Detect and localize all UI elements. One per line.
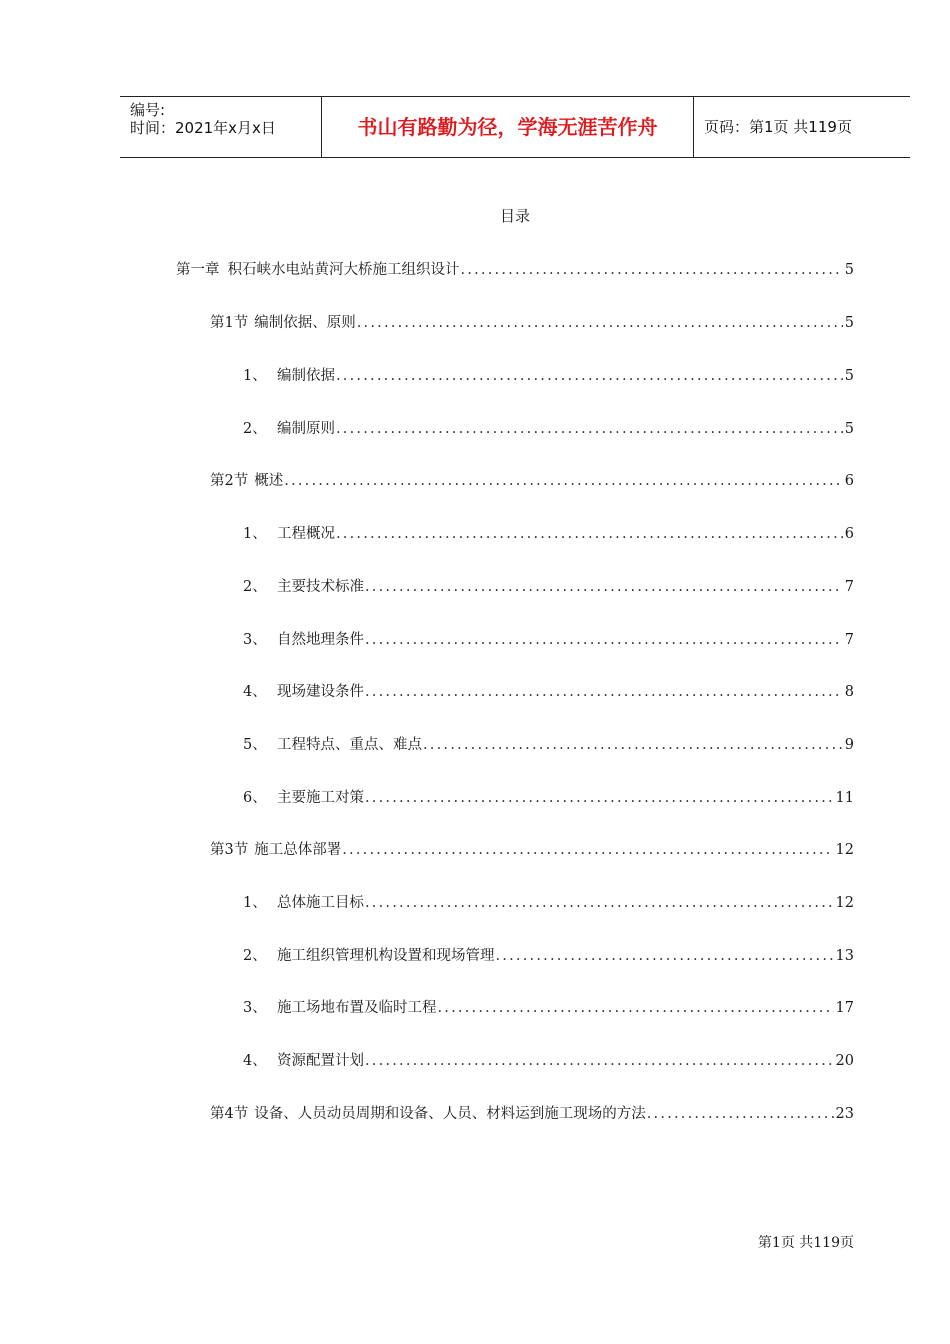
document-number-label: 编号:: [130, 101, 166, 119]
header-motto: 书山有路勤为径，学海无涯苦作舟: [322, 97, 694, 157]
toc-entry[interactable]: [243, 1049, 854, 1069]
toc-entry-text: 自然地理条件: [277, 632, 364, 648]
toc-entry[interactable]: [243, 417, 854, 437]
document-time-label: 时间：2021年x月x日: [130, 119, 276, 137]
toc-entry-page: 9: [844, 737, 854, 753]
toc-entry-number: 1、: [243, 368, 267, 384]
toc-leader-dots: [357, 315, 843, 331]
toc-entry-text: 主要施工对策: [277, 790, 364, 806]
toc-leader-dots: [496, 948, 834, 964]
toc-entry-text: 编制依据: [277, 368, 335, 384]
toc-entry-number: 2、: [243, 579, 267, 595]
toc-entry-text: 设备、人员动员周期和设备、人员、材料运到施工现场的方法: [254, 1106, 646, 1122]
toc-entry[interactable]: [210, 469, 854, 489]
toc-entry[interactable]: [243, 891, 854, 911]
toc-entry-text: 施工总体部署: [254, 842, 342, 858]
toc-entry-text: 工程概况: [277, 526, 335, 542]
toc-entry-number: 第1节: [210, 315, 249, 331]
toc-leader-dots: [438, 1000, 834, 1016]
toc-entry-number: 2、: [243, 948, 267, 964]
toc-entry-text: 现场建设条件: [277, 684, 364, 700]
header-page-info: 页码：第1页 共119页: [704, 118, 852, 136]
toc-entry-page: 11: [835, 790, 854, 806]
toc-entry[interactable]: [210, 1102, 854, 1122]
toc-entry-number: 第2节: [210, 473, 249, 489]
toc-entry-text: 施工组织管理机构设置和现场管理: [277, 948, 495, 964]
toc-entry-page: 17: [835, 1000, 854, 1016]
toc-entry-page: 5: [844, 368, 854, 384]
toc-entry-text: 工程特点、重点、难点: [277, 737, 422, 753]
toc-entry-page: 5: [844, 315, 854, 331]
toc-leader-dots: [342, 842, 833, 858]
toc-entry-number: 4、: [243, 1053, 267, 1069]
toc-entry-number: 第3节: [210, 842, 249, 858]
toc-entry[interactable]: [243, 680, 854, 700]
toc-entry[interactable]: [243, 364, 854, 384]
toc-leader-dots: [365, 895, 834, 911]
toc-entry-number: 3、: [243, 1000, 267, 1016]
toc-entry-text: 积石峡水电站黄河大桥施工组织设计: [227, 262, 460, 278]
toc-entry[interactable]: [243, 733, 854, 753]
toc-leader-dots: [336, 526, 843, 542]
toc-entry-page: 12: [835, 842, 854, 858]
toc-entry-number: 第4节: [210, 1106, 249, 1122]
toc-entry-text: 主要技术标准: [277, 579, 364, 595]
toc-entry-number: 2、: [243, 421, 267, 437]
toc-entry-page: 12: [835, 895, 854, 911]
toc-title: 目录: [499, 207, 530, 225]
toc-leader-dots: [365, 684, 843, 700]
toc-entry-number: 1、: [243, 895, 267, 911]
toc-leader-dots: [365, 579, 843, 595]
toc-entry-page: 5: [844, 421, 854, 437]
toc-leader-dots: [336, 368, 843, 384]
toc-entry-number: 3、: [243, 632, 267, 648]
toc-leader-dots: [365, 632, 843, 648]
toc-entry-text: 施工场地布置及临时工程: [277, 1000, 437, 1016]
toc-entry-page: 8: [844, 684, 854, 700]
toc-entry[interactable]: [243, 996, 854, 1016]
toc-entry-page: 20: [835, 1053, 854, 1069]
toc-entry[interactable]: [243, 522, 854, 542]
page-footer: 第1页 共119页: [757, 1235, 854, 1251]
page-header: [120, 96, 910, 158]
header-left-cell: [120, 97, 322, 157]
toc-entry[interactable]: [243, 944, 854, 964]
toc-entry-text: 总体施工目标: [277, 895, 364, 911]
toc-entry[interactable]: [210, 311, 854, 331]
toc-entry-number: 1、: [243, 526, 267, 542]
toc-entry-text: 编制依据、原则: [254, 315, 356, 331]
toc-leader-dots: [365, 790, 834, 806]
toc-leader-dots: [647, 1106, 834, 1122]
toc-entry-page: 13: [835, 948, 854, 964]
toc-entry[interactable]: [243, 628, 854, 648]
toc-entry-number: 6、: [243, 790, 267, 806]
toc-entry-text: 概述: [254, 473, 284, 489]
toc-entry-number: 5、: [243, 737, 267, 753]
toc-entry-page: 7: [844, 632, 854, 648]
toc-entry-page: 23: [835, 1106, 854, 1122]
toc-leader-dots: [461, 262, 843, 278]
toc-entry-text: 编制原则: [277, 421, 335, 437]
toc-entry-page: 6: [844, 526, 854, 542]
toc-entry[interactable]: [210, 838, 854, 858]
toc-entry-page: 5: [844, 262, 854, 278]
toc-entry-number: 第一章: [176, 262, 220, 278]
toc-entry-number: 4、: [243, 684, 267, 700]
toc-entry[interactable]: [243, 786, 854, 806]
toc-entry[interactable]: [243, 575, 854, 595]
toc-entry-page: 7: [844, 579, 854, 595]
toc-leader-dots: [336, 421, 843, 437]
toc-leader-dots: [365, 1053, 834, 1069]
toc-leader-dots: [423, 737, 843, 753]
toc-entry-page: 6: [844, 473, 854, 489]
toc-entry[interactable]: [176, 258, 854, 278]
toc-entry-text: 资源配置计划: [277, 1053, 364, 1069]
toc-leader-dots: [284, 473, 843, 489]
